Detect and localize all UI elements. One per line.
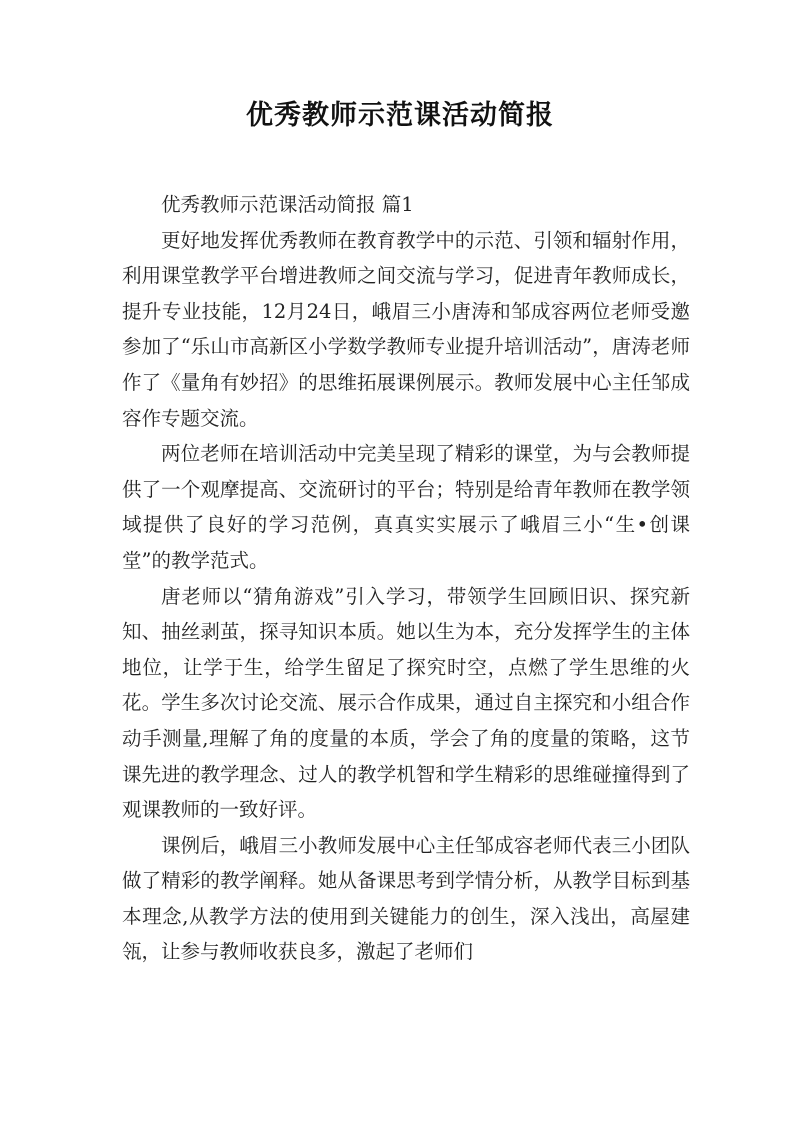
document-title: 优秀教师示范课活动简报 [246, 100, 554, 131]
section-subtitle: 优秀教师示范课活动简报 篇1 [161, 193, 414, 216]
paragraph-3: 唐老师以“猜角游戏”引入学习，带领学生回顾旧识、探究新知、抽丝剥茧，探寻知识本质。她以生为本，充分发挥学生的主体地位，让学于生，给学生留足了探究时空，点燃了学生思维的火花。学生多次讨论交流、展示合作成果，通过自主探究和小组合作动手测量,理解了角的度量的本质，学会了角的度量的策略，这节课先进的教学理念、过人的教学机智和学生精彩的思维碰撞得到了观课教师的一致好评。 [122, 584, 690, 822]
document-body [122, 187, 690, 970]
paragraph-2: 两位老师在培训活动中完美呈现了精彩的课堂，为与会教师提供了一个观摩提高、交流研讨的平台；特别是给青年教师在教学领域提供了良好的学习范例，真真实实展示了峨眉三小“生•创课堂”的教学范式。 [122, 442, 690, 572]
paragraph-4: 课例后，峨眉三小教师发展中心主任邹成容老师代表三小团队做了精彩的教学阐释。她从备课思考到学情分析，从教学目标到基本理念,从教学方法的使用到关键能力的创生，深入浅出，高屋建瓴，让参与教师收获良多，激起了老师们 [122, 833, 690, 964]
paragraph-1: 更好地发挥优秀教师在教育教学中的示范、引领和辐射作用，利用课堂教学平台增进教师之间交流与学习，促进青年教师成长，提升专业技能，12月24日，峨眉三小唐涛和邹成容两位老师受邀参加了“乐山市高新区小学数学教师专业提升培训活动”，唐涛老师作了《量角有妙招》的思维拓展课例展示。教师发展中心主任邹成容作专题交流。 [122, 228, 690, 430]
